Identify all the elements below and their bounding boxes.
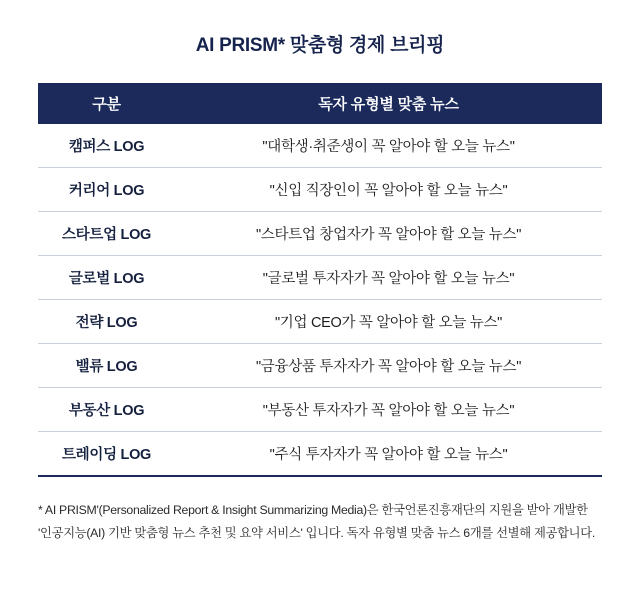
cell-news-title: "기업 CEO가 꼭 알아야 할 오늘 뉴스": [175, 300, 602, 344]
cell-log-type: 커리어 LOG: [38, 168, 175, 212]
column-header-type: 구분: [38, 83, 175, 124]
briefing-table: [38, 83, 602, 477]
cell-news-title: "부동산 투자자가 꼭 알아야 할 오늘 뉴스": [175, 388, 602, 432]
cell-log-type: 글로벌 LOG: [38, 256, 175, 300]
page-title: AI PRISM* 맞춤형 경제 브리핑: [195, 35, 445, 56]
table-row: [38, 344, 602, 388]
cell-log-type: 부동산 LOG: [38, 388, 175, 432]
footnote-text: * AI PRISM'(Personalized Report & Insight Summarizing Media)은 한국언론진흥재단의 지원을 받아 개발한 '인공지능(AI) 기반 맞춤형 뉴스 추천 및 요약 서비스' 입니다. 독자 유형별 맞춤 뉴스 6개를 선별해 제공합니다.: [38, 503, 595, 540]
table-header-row: [38, 83, 602, 124]
table-row: [38, 212, 602, 256]
cell-log-type: 캠퍼스 LOG: [38, 124, 175, 168]
cell-news-title: "신입 직장인이 꼭 알아야 할 오늘 뉴스": [175, 168, 602, 212]
table-body: [38, 124, 602, 476]
cell-news-title: "글로벌 투자자가 꼭 알아야 할 오늘 뉴스": [175, 256, 602, 300]
cell-news-title: "금융상품 투자자가 꼭 알아야 할 오늘 뉴스": [175, 344, 602, 388]
cell-log-type: 전략 LOG: [38, 300, 175, 344]
table-row: [38, 300, 602, 344]
cell-log-type: 밸류 LOG: [38, 344, 175, 388]
cell-log-type: 스타트업 LOG: [38, 212, 175, 256]
column-header-news: 독자 유형별 맞춤 뉴스: [175, 83, 602, 124]
table-row: [38, 388, 602, 432]
table-row: [38, 168, 602, 212]
cell-news-title: "대학생·취준생이 꼭 알아야 할 오늘 뉴스": [175, 124, 602, 168]
table-head: [38, 83, 602, 124]
table-row: [38, 256, 602, 300]
cell-log-type: 트레이딩 LOG: [38, 432, 175, 477]
table-row: [38, 432, 602, 477]
cell-news-title: "주식 투자자가 꼭 알아야 할 오늘 뉴스": [175, 432, 602, 477]
cell-news-title: "스타트업 창업자가 꼭 알아야 할 오늘 뉴스": [175, 212, 602, 256]
table-row: [38, 124, 602, 168]
